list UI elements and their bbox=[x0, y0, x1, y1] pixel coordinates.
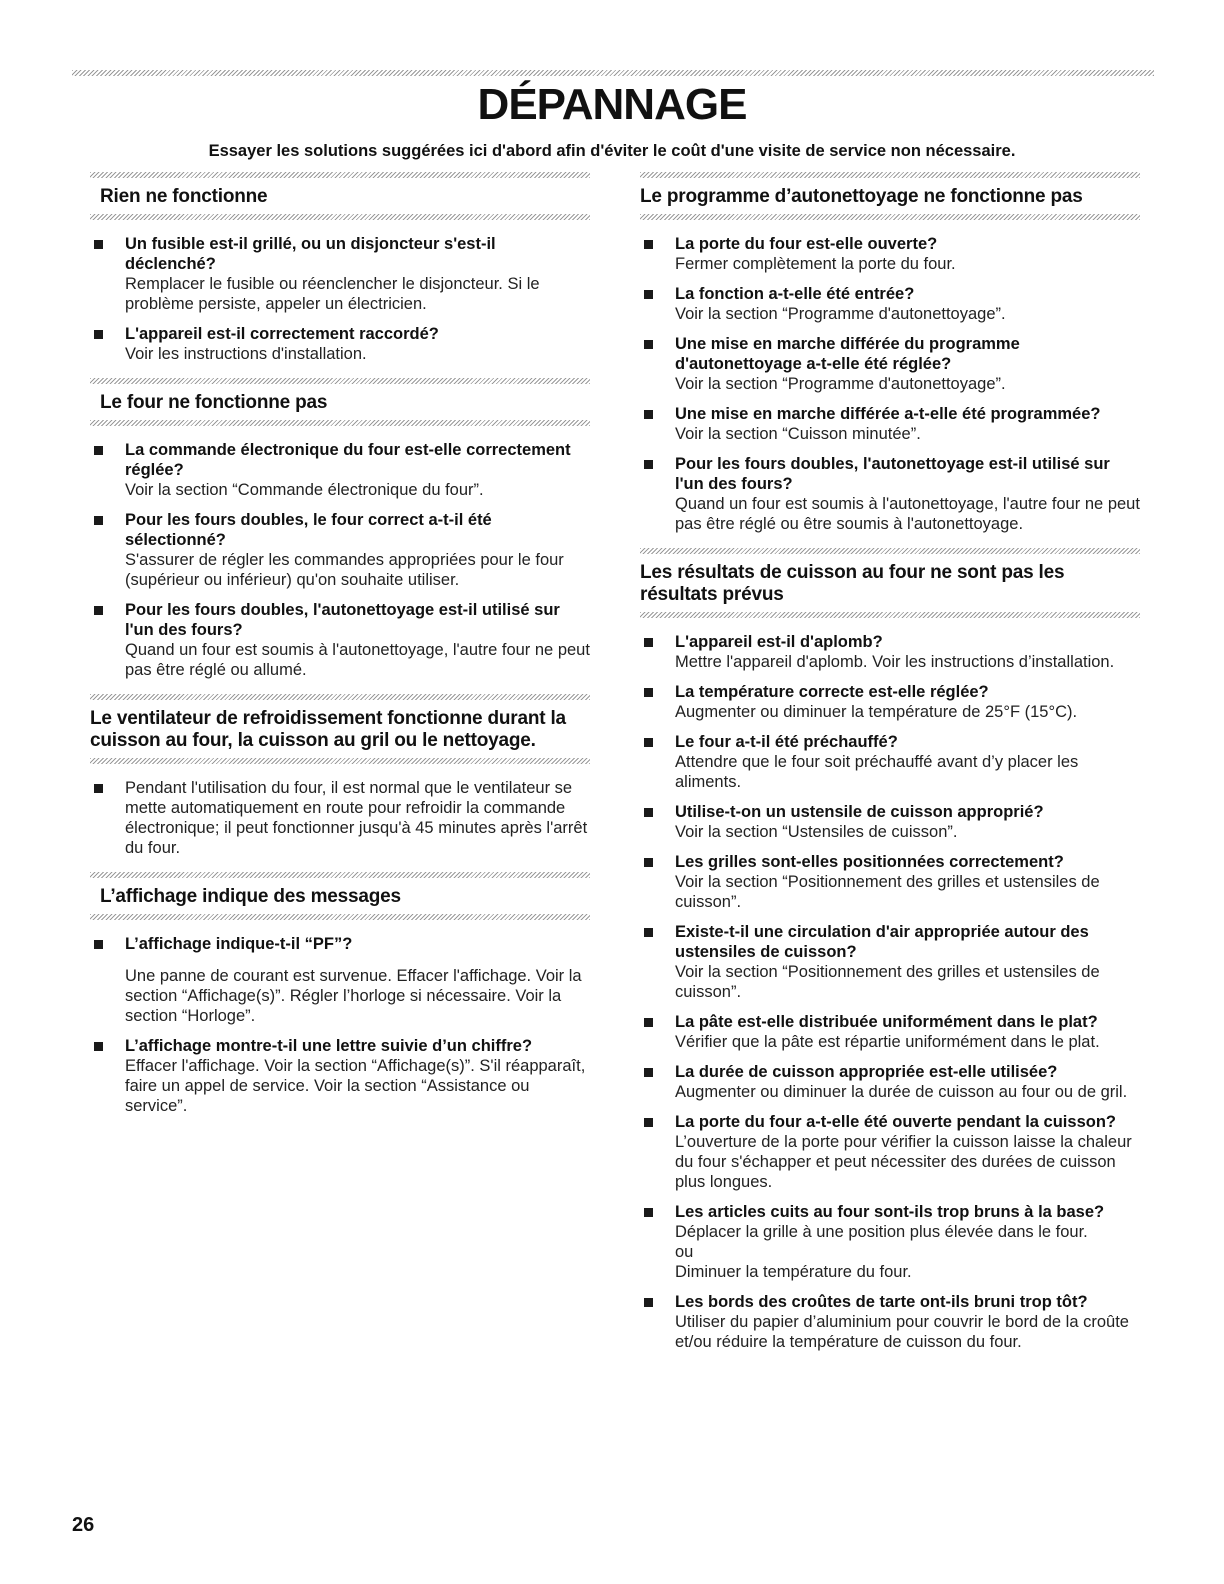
list-item bbox=[90, 510, 590, 590]
question: L'appareil est-il correctement raccordé? bbox=[125, 325, 439, 343]
bullet-icon bbox=[94, 240, 103, 249]
bullet-icon bbox=[644, 638, 653, 647]
question: Une mise en marche différée a-t-elle été programmée? bbox=[675, 405, 1101, 423]
question: La durée de cuisson appropriée est-elle utilisée? bbox=[675, 1063, 1058, 1081]
section-affichage-messages bbox=[90, 872, 590, 1116]
top-rule bbox=[72, 70, 1154, 76]
section-title: Le programme d’autonettoyage ne fonctionne pas bbox=[640, 186, 1083, 207]
question: Pour les fours doubles, l'autonettoyage est-il utilisé sur l'un des fours? bbox=[125, 601, 560, 639]
question: L’affichage indique-t-il “PF”? bbox=[125, 935, 353, 953]
section-rule bbox=[90, 420, 590, 426]
bullet-icon bbox=[94, 330, 103, 339]
section-rien-ne-fonctionne bbox=[90, 172, 590, 364]
question: Les grilles sont-elles positionnées correctement? bbox=[675, 853, 1064, 871]
bullet-icon bbox=[644, 1068, 653, 1077]
question: L’affichage montre-t-il une lettre suivie d’un chiffre? bbox=[125, 1037, 533, 1055]
question: Les articles cuits au four sont-ils trop bruns à la base? bbox=[675, 1203, 1105, 1221]
list-item bbox=[90, 440, 590, 500]
list-item bbox=[640, 802, 1140, 842]
bullet-icon bbox=[644, 1298, 653, 1307]
list-item bbox=[640, 732, 1140, 792]
question: Un fusible est-il grillé, ou un disjoncteur s'est-il déclenché? bbox=[125, 235, 496, 273]
list-item bbox=[90, 934, 590, 1026]
bullet-icon bbox=[644, 928, 653, 937]
list-item bbox=[640, 852, 1140, 912]
list-item bbox=[640, 234, 1140, 274]
question: La température correcte est-elle réglée? bbox=[675, 683, 989, 701]
answer: Effacer l'affichage. Voir la section “Affichage(s)”. S'il réapparaît, faire un appel de service. Voir la section “Assistance ou service”. bbox=[125, 1057, 586, 1115]
question: Le four a-t-il été préchauffé? bbox=[675, 733, 898, 751]
question: La commande électronique du four est-elle correctement réglée? bbox=[125, 441, 571, 479]
answer: Quand un four est soumis à l'autonettoyage, l'autre four ne peut pas être réglé ou allumé. bbox=[125, 641, 590, 679]
list-item bbox=[90, 778, 590, 858]
answer: S'assurer de régler les commandes appropriées pour le four (supérieur ou inférieur) qu'on souhaite utiliser. bbox=[125, 551, 564, 589]
bullet-icon bbox=[94, 940, 103, 949]
bullet-icon bbox=[644, 340, 653, 349]
section-title: Les résultats de cuisson au four ne sont pas les résultats prévus bbox=[640, 562, 1065, 605]
question: La pâte est-elle distribuée uniformément dans le plat? bbox=[675, 1013, 1098, 1031]
answer: Pendant l'utilisation du four, il est normal que le ventilateur se mette automatiquement en route pour refroidir la commande électronique; il peut fonctionner jusqu'à 45 minutes après l'arrêt du four. bbox=[125, 779, 588, 857]
answer: Voir la section “Positionnement des grilles et ustensiles de cuisson”. bbox=[675, 873, 1100, 911]
answer: Voir les instructions d'installation. bbox=[125, 345, 367, 363]
list-item bbox=[640, 1292, 1140, 1352]
question: Pour les fours doubles, l'autonettoyage est-il utilisé sur l'un des fours? bbox=[675, 455, 1110, 493]
answer-alt: Diminuer la température du four. bbox=[675, 1263, 912, 1281]
left-column bbox=[90, 172, 590, 1130]
page-number: 26 bbox=[72, 1514, 95, 1536]
section-title: Le ventilateur de refroidissement fonctionne durant la cuisson au four, la cuisson au gril ou le nettoyage. bbox=[90, 708, 566, 751]
section-rule bbox=[90, 758, 590, 764]
bullet-icon bbox=[94, 1042, 103, 1051]
answer: Augmenter ou diminuer la température de 25°F (15°C). bbox=[675, 703, 1078, 721]
answer: Voir la section “Commande électronique du four”. bbox=[125, 481, 484, 499]
bullet-icon bbox=[94, 606, 103, 615]
section-rule bbox=[90, 214, 590, 220]
answer: Augmenter ou diminuer la durée de cuisson au four ou de gril. bbox=[675, 1083, 1128, 1101]
list-item bbox=[640, 682, 1140, 722]
answer: Quand un four est soumis à l'autonettoyage, l'autre four ne peut pas être réglé ou être soumis à l'autonettoyage. bbox=[675, 495, 1140, 533]
list-item bbox=[640, 632, 1140, 672]
list-item bbox=[640, 1012, 1140, 1052]
answer: Mettre l'appareil d'aplomb. Voir les instructions d’installation. bbox=[675, 653, 1115, 671]
bullet-icon bbox=[94, 784, 103, 793]
question: Une mise en marche différée du programme d'autonettoyage a-t-elle été réglée? bbox=[675, 335, 1020, 373]
answer: Voir la section “Programme d'autonettoyage”. bbox=[675, 305, 1006, 323]
answer: Voir la section “Ustensiles de cuisson”. bbox=[675, 823, 958, 841]
section-rule bbox=[90, 914, 590, 920]
question: La fonction a-t-elle été entrée? bbox=[675, 285, 915, 303]
section-autonettoyage bbox=[640, 172, 1140, 534]
question: La porte du four a-t-elle été ouverte pendant la cuisson? bbox=[675, 1113, 1116, 1131]
list-item bbox=[640, 334, 1140, 394]
bullet-icon bbox=[644, 688, 653, 697]
bullet-icon bbox=[644, 460, 653, 469]
answer: Déplacer la grille à une position plus élevée dans le four. bbox=[675, 1223, 1088, 1241]
list-item bbox=[640, 454, 1140, 534]
section-title: Le four ne fonctionne pas bbox=[100, 392, 328, 413]
answer: Attendre que le four soit préchauffé avant d’y placer les aliments. bbox=[675, 753, 1079, 791]
answer: Voir la section “Positionnement des grilles et ustensiles de cuisson”. bbox=[675, 963, 1100, 1001]
intro-text: Essayer les solutions suggérées ici d'abord afin d'éviter le coût d'une visite de service non nécessaire. bbox=[208, 142, 1016, 160]
bullet-icon bbox=[644, 240, 653, 249]
bullet-icon bbox=[644, 858, 653, 867]
answer-or: ou bbox=[675, 1243, 694, 1261]
section-title: L’affichage indique des messages bbox=[100, 886, 401, 907]
page-title: DÉPANNAGE bbox=[477, 80, 747, 129]
answer: Utiliser du papier d’aluminium pour couvrir le bord de la croûte et/ou réduire la température de cuisson du four. bbox=[675, 1313, 1129, 1351]
bullet-icon bbox=[644, 410, 653, 419]
section-four-ne-fonctionne-pas bbox=[90, 378, 590, 680]
answer: L’ouverture de la porte pour vérifier la cuisson laisse la chaleur du four s'échapper et peut nécessiter des durées de cuisson plus longues. bbox=[675, 1133, 1132, 1191]
answer: Fermer complètement la porte du four. bbox=[675, 255, 956, 273]
bullet-icon bbox=[644, 1118, 653, 1127]
bullet-icon bbox=[644, 1018, 653, 1027]
section-rule bbox=[640, 612, 1140, 618]
list-item bbox=[640, 284, 1140, 324]
section-rule bbox=[640, 214, 1140, 220]
list-item bbox=[90, 324, 590, 364]
list-item bbox=[640, 1062, 1140, 1102]
list-item bbox=[640, 1202, 1140, 1282]
right-column bbox=[640, 172, 1140, 1366]
bullet-icon bbox=[644, 808, 653, 817]
bullet-icon bbox=[644, 290, 653, 299]
list-item bbox=[90, 1036, 590, 1116]
list-item bbox=[640, 1112, 1140, 1192]
question: Pour les fours doubles, le four correct a-t-il été sélectionné? bbox=[125, 511, 492, 549]
section-ventilateur bbox=[90, 694, 590, 858]
question: Existe-t-il une circulation d'air appropriée autour des ustensiles de cuisson? bbox=[675, 923, 1089, 961]
list-item bbox=[640, 922, 1140, 1002]
list-item bbox=[90, 234, 590, 314]
list-item bbox=[640, 404, 1140, 444]
question: Utilise-t-on un ustensile de cuisson approprié? bbox=[675, 803, 1044, 821]
answer: Vérifier que la pâte est répartie uniformément dans le plat. bbox=[675, 1033, 1100, 1051]
bullet-icon bbox=[644, 1208, 653, 1217]
bullet-icon bbox=[94, 516, 103, 525]
question: La porte du four est-elle ouverte? bbox=[675, 235, 938, 253]
bullet-icon bbox=[94, 446, 103, 455]
answer: Voir la section “Programme d'autonettoyage”. bbox=[675, 375, 1006, 393]
answer: Une panne de courant est survenue. Effacer l'affichage. Voir la section “Affichage(s)”. Régler l’horloge si nécessaire. Voir la section “Horloge”. bbox=[125, 967, 582, 1025]
question: Les bords des croûtes de tarte ont-ils bruni trop tôt? bbox=[675, 1293, 1088, 1311]
list-item bbox=[90, 600, 590, 680]
answer: Remplacer le fusible ou réenclencher le disjoncteur. Si le problème persiste, appeler un électricien. bbox=[125, 275, 540, 313]
section-resultats-cuisson bbox=[640, 548, 1140, 1352]
bullet-icon bbox=[644, 738, 653, 747]
section-title: Rien ne fonctionne bbox=[100, 186, 268, 207]
answer: Voir la section “Cuisson minutée”. bbox=[675, 425, 921, 443]
question: L'appareil est-il d'aplomb? bbox=[675, 633, 883, 651]
